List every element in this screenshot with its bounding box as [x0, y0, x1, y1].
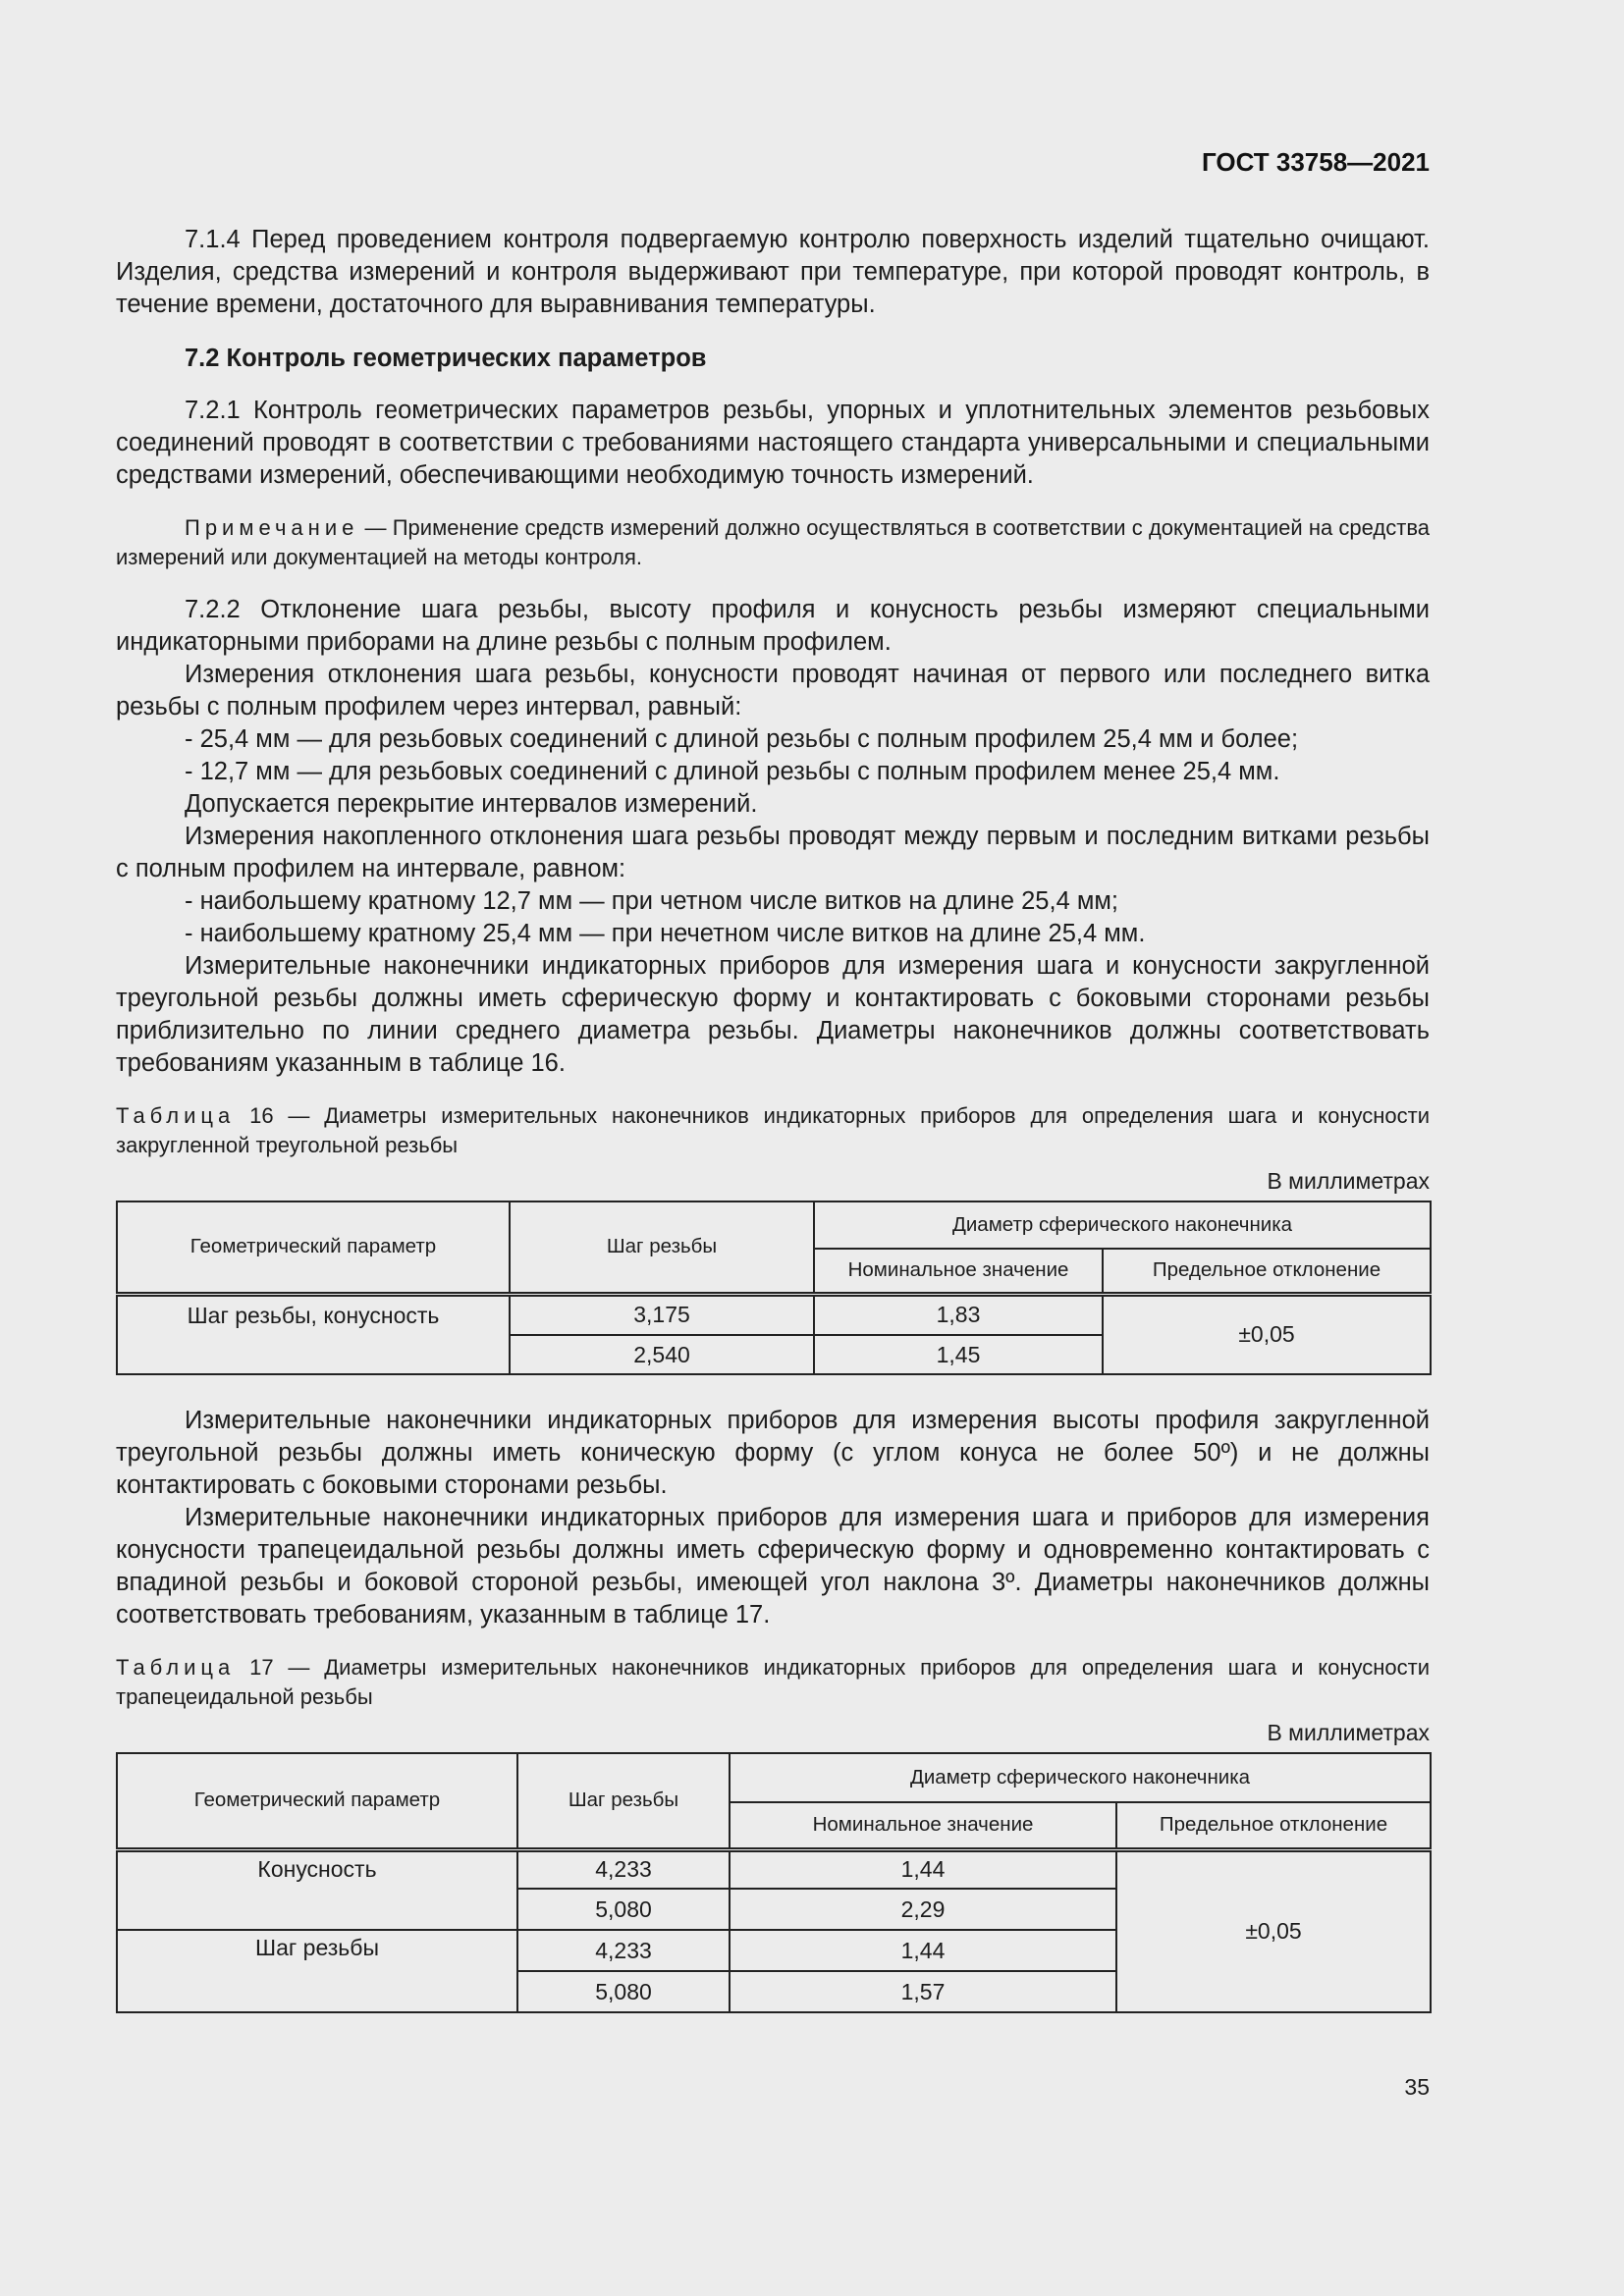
- cell-param: Шаг резьбы, конусность: [117, 1294, 510, 1374]
- cell-step: 3,175: [510, 1294, 814, 1335]
- table-16-unit: В миллиметрах: [1267, 1168, 1430, 1194]
- cell-step: 4,233: [517, 1930, 730, 1971]
- list-item: - 25,4 мм — для резьбовых соединений с длиной резьбы с полным профилем 25,4 мм и более;: [185, 725, 1299, 753]
- cell-nominal: 1,44: [730, 1849, 1116, 1889]
- header-nominal: Номинальное значение: [730, 1802, 1116, 1849]
- cell-step: 5,080: [517, 1971, 730, 2012]
- cell-limit: ±0,05: [1103, 1294, 1431, 1374]
- table-17-title: 17 — Диаметры измерительных наконечников индикаторных приборов для определения шага и конусности трапецеидальной резьбы: [116, 1655, 1430, 1709]
- paragraph-7-2-1: 7.2.1 Контроль геометрических параметров резьбы, упорных и уплотнительных элементов резьбовых соединений проводят в соответствии с требованиями настоящего стандарта универсальными и специальными средствами измерений, обеспечивающими необходимую точность измерений.: [116, 397, 1430, 489]
- header-step: Шаг резьбы: [517, 1753, 730, 1849]
- paragraph-7-2-2: 7.2.2 Отклонение шага резьбы, высоту профиля и конусность резьбы измеряют специальными индикаторными приборами на длине резьбы с полным профилем.: [116, 596, 1430, 656]
- cell-step: 2,540: [510, 1335, 814, 1374]
- page-number: 35: [1404, 2074, 1430, 2100]
- cell-nominal: 2,29: [730, 1889, 1116, 1930]
- table-17-caption: [116, 1653, 1430, 1712]
- page-content: [116, 224, 1430, 2013]
- header-diameter: Диаметр сферического наконечника: [730, 1753, 1431, 1802]
- header-limit: Предельное отклонение: [1116, 1802, 1431, 1849]
- table-16-caption: [116, 1101, 1430, 1160]
- table-16: [116, 1201, 1432, 1375]
- list-item: - наибольшему кратному 12,7 мм — при четном числе витков на длине 25,4 мм;: [185, 887, 1118, 915]
- cell-step: 4,233: [517, 1849, 730, 1889]
- cell-nominal: 1,45: [814, 1335, 1103, 1374]
- cell-limit: ±0,05: [1116, 1849, 1431, 2012]
- cell-param: Шаг резьбы: [117, 1930, 517, 2012]
- header-limit: Предельное отклонение: [1103, 1249, 1431, 1294]
- table-16-label: Таблица: [116, 1103, 236, 1128]
- header-step: Шаг резьбы: [510, 1201, 814, 1294]
- paragraph-7-2-2-d: Измерения накопленного отклонения шага резьбы проводят между первым и последним витками резьбы с полным профилем на интервале, равном:: [116, 823, 1430, 882]
- header-nominal: Номинальное значение: [814, 1249, 1103, 1294]
- paragraph-7-2-2-b: Измерения отклонения шага резьбы, конусности проводят начиная от первого или последнего витка резьбы с полным профилем через интервал, равный:: [116, 661, 1430, 721]
- cell-nominal: 1,57: [730, 1971, 1116, 2012]
- table-17-unit: В миллиметрах: [1267, 1720, 1430, 1745]
- list-item: - наибольшему кратному 25,4 мм — при нечетном числе витков на длине 25,4 мм.: [185, 920, 1146, 947]
- note: [116, 513, 1430, 572]
- paragraph-after-table-16-b: Измерительные наконечники индикаторных приборов для измерения шага и приборов для измерения конусности трапецеидальной резьбы должны иметь сферическую форму и одновременно контактировать с впадиной резьбы и боковой стороной резьбы, имеющей угол наклона 3º. Диаметры наконечников должны соответствовать требованиям, указанным в таблице 17.: [116, 1504, 1430, 1629]
- document-id: ГОСТ 33758—2021: [1202, 147, 1430, 177]
- paragraph-7-2-2-e: Измерительные наконечники индикаторных приборов для измерения шага и конусности закругленной треугольной резьбы должны иметь сферическую форму и контактировать с боковыми сторонами резьбы приблизительно по линии среднего диаметра резьбы. Диаметры наконечников должны соответствовать требованиям указанным в таблице 16.: [116, 952, 1430, 1077]
- header-param: Геометрический параметр: [117, 1201, 510, 1294]
- list-item: - 12,7 мм — для резьбовых соединений с длиной резьбы с полным профилем менее 25,4 мм.: [185, 758, 1280, 785]
- cell-nominal: 1,44: [730, 1930, 1116, 1971]
- cell-step: 5,080: [517, 1889, 730, 1930]
- paragraph-after-table-16-a: Измерительные наконечники индикаторных приборов для измерения высоты профиля закругленной треугольной резьбы должны иметь коническую форму (с углом конуса не более 50º) и не должны контактировать с боковыми сторонами резьбы.: [116, 1407, 1430, 1499]
- paragraph-7-1-4: 7.1.4 Перед проведением контроля подвергаемую контролю поверхность изделий тщательно очищают. Изделия, средства измерений и контроля выдерживают при температуре, при которой проводят контроль, в течение времени, достаточного для выравнивания температуры.: [116, 226, 1430, 318]
- note-text: — Применение средств измерений должно осуществляться в соответствии с документацией на средства измерений или документацией на методы контроля.: [116, 515, 1430, 569]
- cell-nominal: 1,83: [814, 1294, 1103, 1335]
- header-diameter: Диаметр сферического наконечника: [814, 1201, 1431, 1249]
- table-16-title: 16 — Диаметры измерительных наконечников индикаторных приборов для определения шага и конусности закругленной треугольной резьбы: [116, 1103, 1430, 1157]
- cell-param: Конусность: [117, 1849, 517, 1930]
- section-heading-7-2: 7.2 Контроль геометрических параметров: [185, 345, 707, 372]
- note-label: Примечание: [185, 515, 359, 540]
- table-17-label: Таблица: [116, 1655, 236, 1680]
- table-17: [116, 1752, 1432, 2013]
- paragraph-7-2-2-c: Допускается перекрытие интервалов измерений.: [185, 790, 758, 818]
- header-param: Геометрический параметр: [117, 1753, 517, 1849]
